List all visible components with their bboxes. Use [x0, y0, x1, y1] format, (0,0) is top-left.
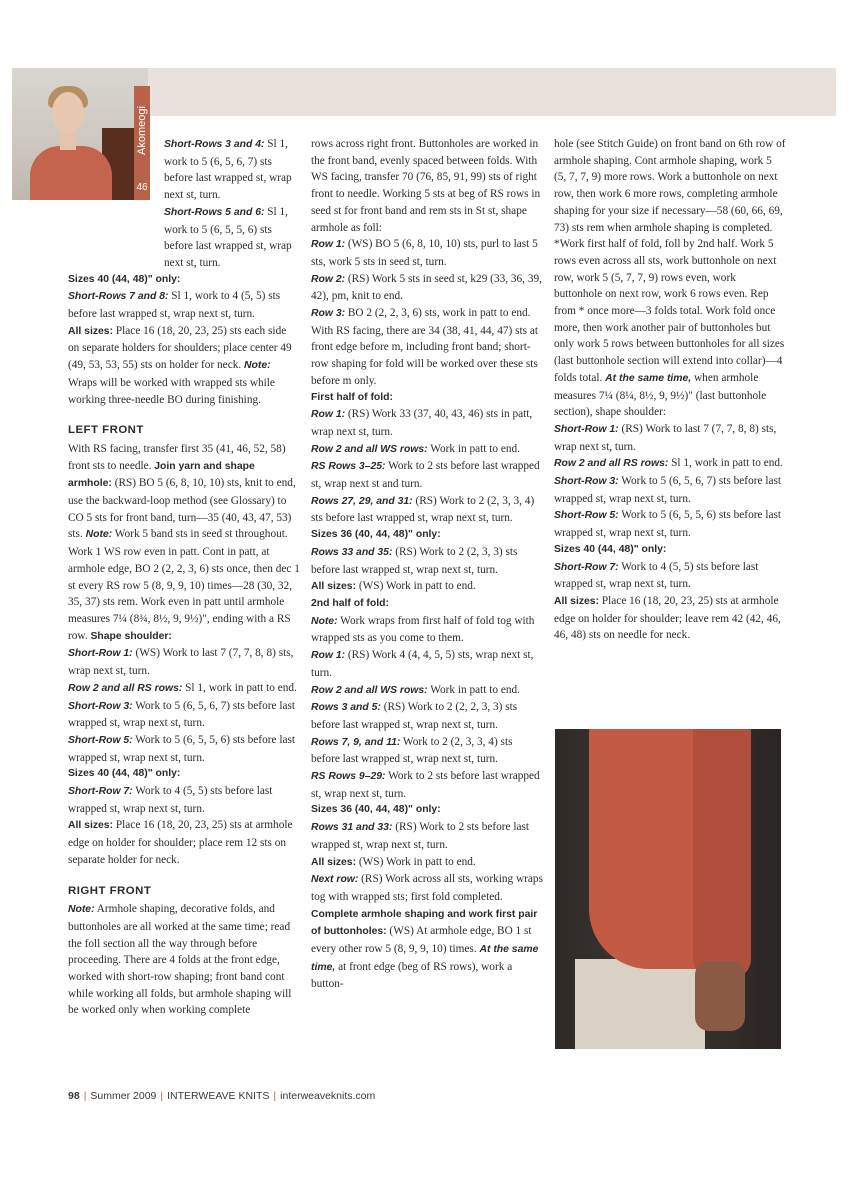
paragraph: With RS facing, there are 34 (38, 41, 44, 47) sts at front edge before m, including front band; short-row shaping for fold will be worked over these sts before m only.: [311, 324, 539, 387]
footer-separator: |: [273, 1090, 277, 1102]
paragraph: Note: Armhole shaping, decorative folds, and buttonholes are all worked at the same time; read the foll section all the way through before proceeding. There are 4 folds at the front edge, worked with short-row shaping; front band cont while working all folds, but armhole shaping will be worked only when working complete: [68, 903, 292, 1017]
subheading: 2nd half of fold:: [311, 597, 389, 609]
magazine-name: INTERWEAVE KNITS: [167, 1090, 270, 1102]
size-heading: Sizes 40 (44, 48)" only:: [554, 543, 667, 555]
column-3: [554, 136, 786, 644]
paragraph: Row 1: (RS) Work 4 (4, 4, 5, 5) sts, wrap next st, turn.: [311, 649, 534, 679]
page-number: 98: [68, 1090, 80, 1102]
section-heading-left-front: LEFT FRONT: [68, 424, 144, 437]
paragraph: Short-Rows 5 and 6: Sl 1, work to 5 (6, 5, 5, 6) sts before last wrapped st, wrap next st, turn.: [164, 205, 292, 269]
size-heading: Sizes 40 (44, 48)" only:: [68, 768, 181, 780]
column-1: [68, 136, 300, 1019]
paragraph: Row 1: (WS) BO 5 (6, 8, 10, 10) sts, purl to last 5 sts, work 5 sts in seed st, turn.: [311, 238, 538, 268]
paragraph: Row 3: BO 2 (2, 2, 3, 6) sts, work in patt to end.: [311, 307, 531, 320]
paragraph: rows across right front. Buttonholes are worked in the front band, evenly spaced between folds. With WS facing, transfer 70 (76, 85, 91, 99) sts of right front to needle. Working 5 sts at beg of RS rows in seed st for front band and rem sts in St st, shape armhole as foll:: [311, 138, 541, 234]
paragraph: Note: Work wraps from first half of fold tog with wrapped sts as you come to them.: [311, 614, 535, 645]
paragraph: All sizes: Place 16 (18, 20, 23, 25) sts each side on separate holders for shoulders; place center 49 (49, 53, 53, 55) sts on holder for neck. Note: Wraps will be worked with wrapped sts while working three-needle BO during finishing.: [68, 324, 292, 406]
size-heading: Sizes 40 (44, 48)" only:: [68, 273, 181, 285]
paragraph: Rows 31 and 33: (RS) Work to 2 sts before last wrapped st, wrap next st, turn.: [311, 821, 530, 851]
side-tag-page: 46: [136, 182, 148, 193]
paragraph: Row 2 and all WS rows: Work in patt to end.: [311, 442, 521, 455]
size-heading: Sizes 36 (40, 44, 48)" only:: [311, 804, 441, 816]
side-tag-name: Akomeogi: [136, 106, 148, 156]
website: interweaveknits.com: [280, 1090, 376, 1102]
paragraph: Short-Row 1: (RS) Work to last 7 (7, 7, 8, 8) sts, wrap next st, turn.: [554, 422, 777, 453]
paragraph: Row 1: (RS) Work 33 (37, 40, 43, 46) sts in patt, wrap next st, turn.: [311, 408, 533, 438]
size-heading: Sizes 36 (40, 44, 48)" only:: [311, 529, 441, 541]
issue-date: Summer 2009: [90, 1090, 157, 1102]
paragraph: Row 2: (RS) Work 5 sts in seed st, k29 (33, 36, 39, 42), pm, knit to end.: [311, 272, 542, 303]
paragraph: Short-Row 7: Work to 4 (5, 5) sts before last wrapped st, wrap next st, turn.: [554, 560, 759, 591]
subheading: First half of fold:: [311, 391, 393, 403]
paragraph: Row 2 and all RS rows: Sl 1, work in patt to end.: [554, 457, 783, 470]
paragraph: Rows 27, 29, and 31: (RS) Work to 2 (2, 3, 3, 4) sts before last wrapped st, wrap next st, turn.: [311, 494, 535, 525]
paragraph: RS Rows 9–29: Work to 2 sts before last wrapped st, wrap next st, turn.: [311, 770, 540, 800]
paragraph: Rows 33 and 35: (RS) Work to 2 (2, 3, 3) sts before last wrapped st, wrap next st, turn.: [311, 545, 518, 576]
paragraph: Short-Row 3: Work to 5 (6, 5, 6, 7) sts before last wrapped st, wrap next st, turn.: [68, 699, 296, 730]
paragraph: With RS facing, transfer first 35 (41, 46, 52, 58) front sts to needle. Join yarn and shape armhole: (RS) BO 5 (6, 8, 10, 10) sts, knit to end, use the backward-loop method (see Glossary) to CO 5 sts for front band, turn—35 (40, 43, 47, 53) sts. Note: Work 5 band sts in seed st throughout. Work 1 WS row even in patt. Cont in patt, at armhole edge, BO 2 (2, 2, 3, 6) sts once, then dec 1 st every RS row 5 (8, 9, 9, 10) times—28 (30, 32, 35, 37) sts rem. Work even in patt until armhole measures 7¼ (8¾, 8½, 9, 9½)", ending with a RS row. Shape shoulder:: [68, 442, 300, 642]
column-2: [311, 136, 543, 993]
paragraph: Short-Row 5: Work to 5 (6, 5, 5, 6) sts before last wrapped st, wrap next st, turn.: [554, 509, 782, 540]
page-footer: [68, 1090, 375, 1102]
paragraph: Short-Row 3: Work to 5 (6, 5, 6, 7) sts before last wrapped st, wrap next st, turn.: [554, 475, 782, 505]
paragraph: Short-Rows 7 and 8: Sl 1, work to 4 (5, 5) sts before last wrapped st, wrap next st, turn.: [68, 290, 281, 321]
paragraph: All sizes: Place 16 (18, 20, 23, 25) sts at armhole edge on holder for shoulder; leave rem 42 (42, 46, 46, 48) sts on needle for neck.: [554, 594, 781, 642]
paragraph: Short-Row 5: Work to 5 (6, 5, 5, 6) sts before last wrapped st, wrap next st, turn.: [68, 733, 296, 764]
sweater-detail-photo: [555, 729, 781, 1049]
paragraph: All sizes: Place 16 (18, 20, 23, 25) sts at armhole edge on holder for shoulder; place rem 12 sts on separate holder for neck.: [68, 819, 293, 866]
paragraph: Short-Rows 3 and 4: Sl 1, work to 5 (6, 5, 6, 7) sts before last wrapped st, wrap next st, turn.: [164, 138, 292, 202]
section-heading-right-front: RIGHT FRONT: [68, 884, 152, 897]
paragraph: Rows 3 and 5: (RS) Work to 2 (2, 2, 3, 3) sts before last wrapped st, wrap next st, turn.: [311, 701, 518, 731]
footer-separator: |: [83, 1090, 87, 1102]
paragraph: hole (see Stitch Guide) on front band on 6th row of armhole shaping. Cont armhole shaping, work 5 (5, 7, 7, 9) more rows. Work a buttonhole on next row, then work 6 more rows, completing armhole shaping for your size if necessary—58 (60, 66, 69, 73) sts rem when armhole shaping is completed. *Work first half of fold, foll by 2nd half. Work 5 rows even across all sts, work buttonhole on next row, work 5 (5, 7, 7, 9) rows even, work buttonhole on next row, work 6 rows even. Rep from * once more—3 folds total. Work fold once more, then work another pair of buttonholes but only work 5 rows between buttonholes for all sizes (last buttonhole section will extend into collar)—4 folds total. At the same time, when armhole measures 7¼ (8¼, 8½, 9, 9½)" (last buttonhole section), shape shoulder:: [554, 138, 786, 419]
paragraph: Short-Row 7: Work to 4 (5, 5) sts before last wrapped st, wrap next st, turn.: [68, 785, 273, 815]
paragraph: Next row: (RS) Work across all sts, working wraps tog with wrapped sts; first fold completed. Complete armhole shaping and work first pair of buttonholes: (WS) At armhole edge, BO 1 st every other row 5 (8, 9, 9, 10) times. At the same time, at front edge (beg of RS rows), work a button-: [311, 873, 543, 991]
paragraph: All sizes: (WS) Work in patt to end.: [311, 855, 476, 868]
paragraph: RS Rows 3–25: Work to 2 sts before last wrapped st, wrap next st and turn.: [311, 460, 540, 491]
paragraph: Row 2 and all WS rows: Work in patt to end.: [311, 683, 521, 696]
paragraph: Short-Row 1: (WS) Work to last 7 (7, 7, 8, 8) sts, wrap next st, turn.: [68, 647, 294, 678]
paragraph: All sizes: (WS) Work in patt to end.: [311, 580, 476, 593]
paragraph: Row 2 and all RS rows: Sl 1, work in patt to end.: [68, 681, 297, 694]
footer-separator: |: [160, 1090, 164, 1102]
paragraph: Rows 7, 9, and 11: Work to 2 (2, 3, 3, 4) sts before last wrapped st, wrap next st, turn.: [311, 735, 513, 766]
